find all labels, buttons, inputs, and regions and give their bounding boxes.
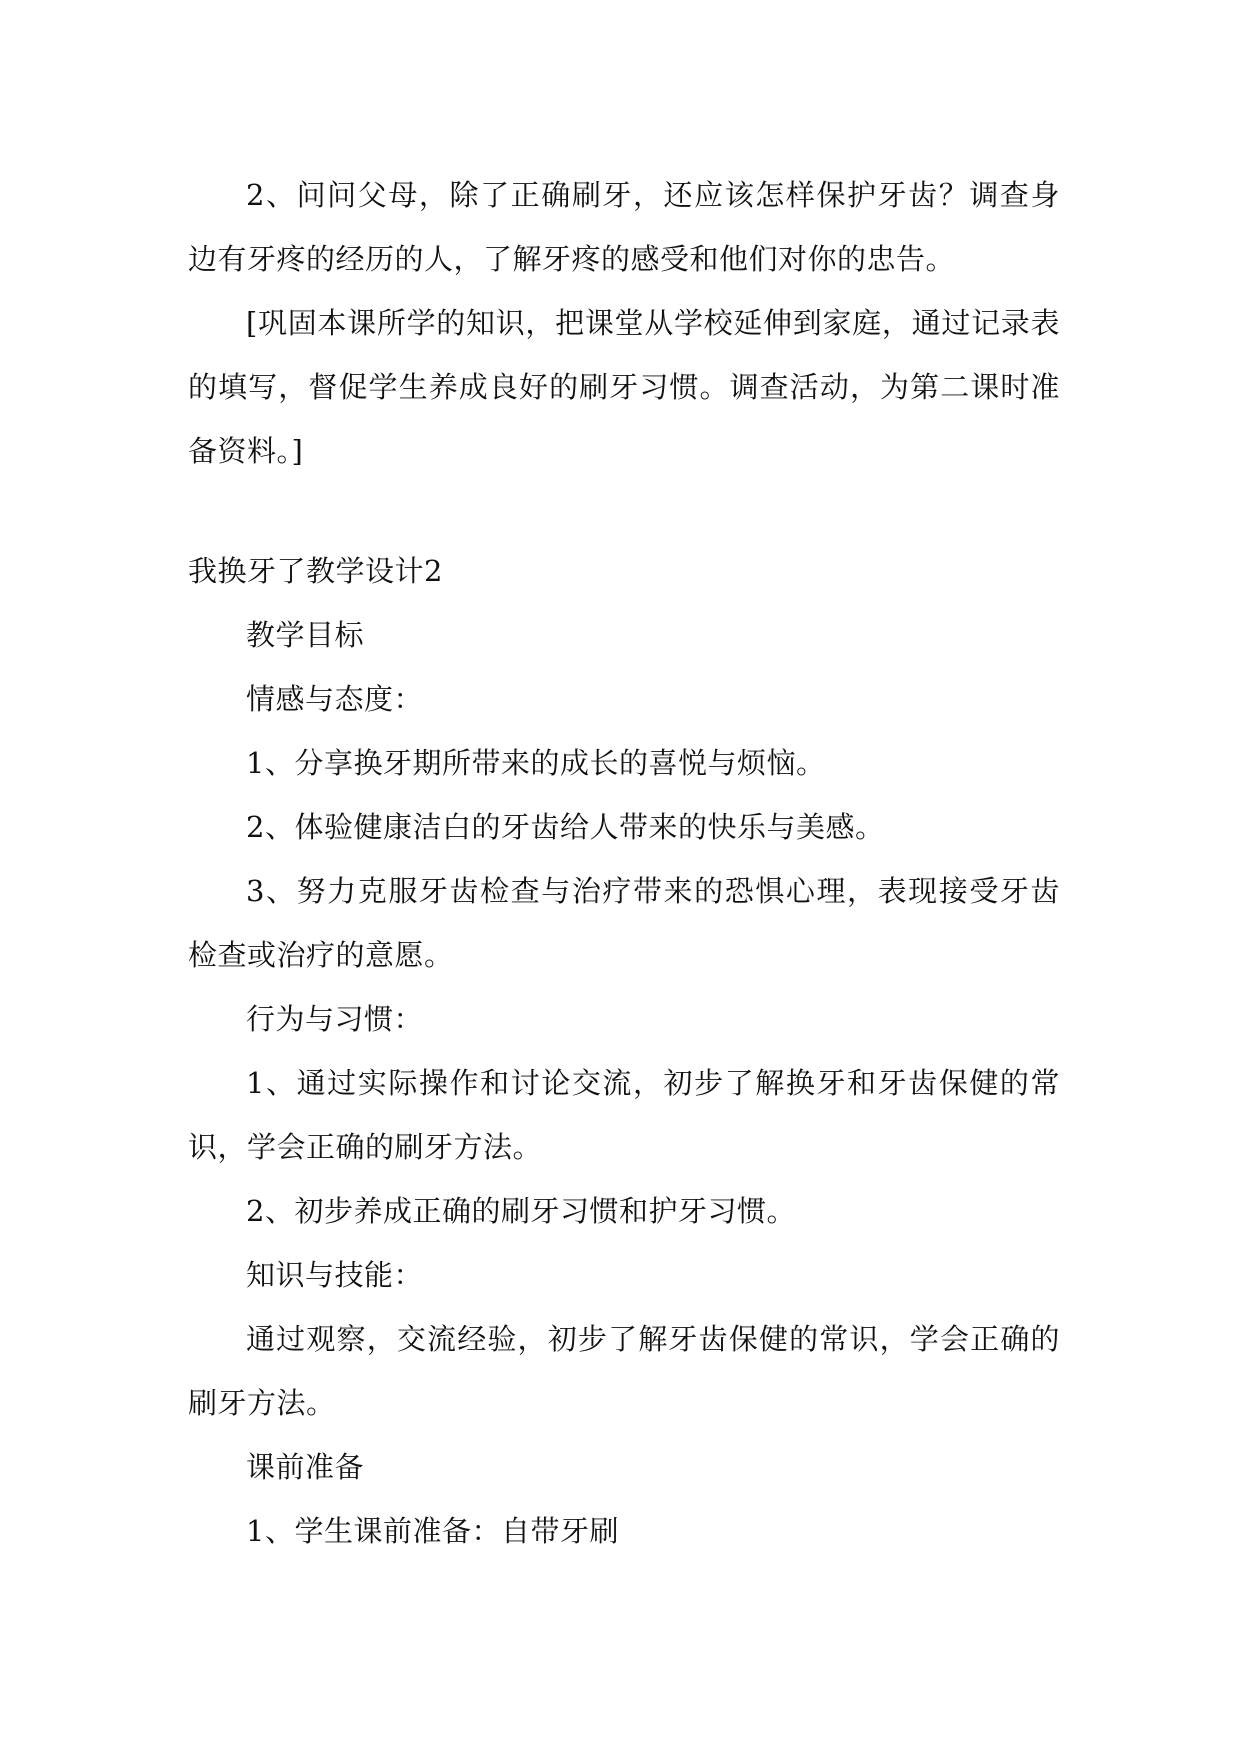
paragraph-teaching-note: [巩固本课所学的知识，把课堂从学校延伸到家庭，通过记录表的填写，督促学生养成良好的刷牙习惯。调查活动，为第二课时准备资料。]: [188, 306, 1060, 468]
heading-behavior-habits: 行为与习惯：: [246, 1002, 424, 1036]
heading-preparation: 课前准备: [246, 1450, 365, 1484]
list-item: 2、初步养成正确的刷牙习惯和护牙习惯。: [246, 1194, 796, 1228]
paragraph-knowledge: 通过观察，交流经验，初步了解牙齿保健的常识，学会正确的刷牙方法。: [188, 1322, 1060, 1420]
paragraph-survey-parents: 2、问问父母，除了正确刷牙，还应该怎样保护牙齿？调查身边有牙疼的经历的人，了解牙疼的感受和他们对你的忠告。: [188, 178, 1060, 276]
document-body: [188, 163, 1060, 1563]
list-item: 2、体验健康洁白的牙齿给人带来的快乐与美感。: [246, 810, 885, 844]
list-item: 1、通过实际操作和讨论交流，初步了解换牙和牙齿保健的常识，学会正确的刷牙方法。: [188, 1066, 1060, 1164]
section-title: 我换牙了教学设计2: [188, 554, 443, 588]
list-item: 1、学生课前准备：自带牙刷: [246, 1514, 619, 1548]
heading-knowledge-skills: 知识与技能：: [246, 1258, 424, 1292]
list-item: 3、努力克服牙齿检查与治疗带来的恐惧心理，表现接受牙齿检查或治疗的意愿。: [188, 874, 1060, 972]
list-item: 1、分享换牙期所带来的成长的喜悦与烦恼。: [246, 746, 826, 780]
heading-emotion-attitude: 情感与态度：: [246, 682, 424, 716]
heading-teaching-goals: 教学目标: [246, 618, 365, 652]
